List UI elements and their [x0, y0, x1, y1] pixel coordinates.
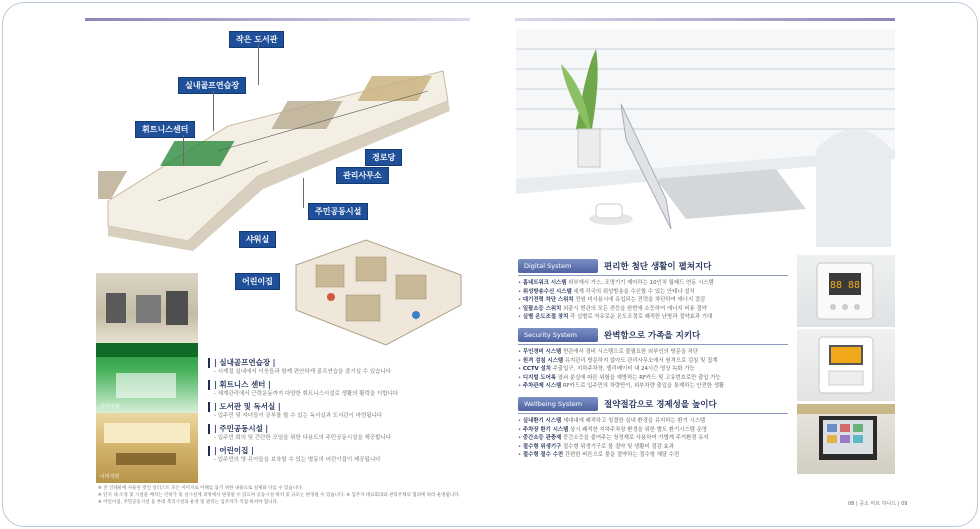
facility-desc: - 시계절 실내에서 이웃들과 함께 편안하게 골프연습을 즐기실 수 있습니다 — [214, 369, 392, 375]
system-item-name: 원격 검침 시스템 — [522, 357, 564, 364]
facility-desc: - 입주민 회의 및 간단한 모임을 위한 다용도의 주민공동시설을 제공합니다 — [214, 435, 392, 441]
system-tag: Security System — [518, 328, 598, 342]
system-item: • CCTV 설치 주출입구, 지하주차장, 엘리베이터 내 24시간 영상 녹화 가능 — [518, 366, 695, 373]
photo-caption-3: 이미지컷 — [100, 474, 120, 480]
system-item: • 실내환기 시스템 세대내에 쾌적하고 청결한 실내 환경을 유지하는 환기 시스템 — [518, 417, 706, 424]
leader-shared — [303, 178, 304, 208]
brochure-spread — [2, 2, 978, 527]
system-item-name: 실내환기 시스템 — [522, 417, 562, 424]
system-item-desc: 간편한 버튼으로 물을 절약하는 절수형 체달 수전 — [563, 452, 680, 459]
system-item-desc: 세계 각국의 위성방송을 수신할 수 있는 안테나 설치 — [571, 288, 695, 295]
system-item-name: 대기전력 차단 스위치 — [522, 297, 574, 304]
left-top-rule — [85, 18, 470, 21]
system-item-name: 홈네트워크 시스템 — [522, 280, 567, 286]
system-title: 절약절감으로 경제성을 높이다 — [604, 399, 717, 410]
system-item-name: 일괄소등 스위치 — [522, 305, 562, 312]
callout-golf: 실내골프연습장 — [178, 77, 246, 94]
system-item-name: 절수형 절수 수전 — [522, 452, 564, 459]
callout-kids: 어린이집 — [235, 273, 280, 290]
system-item-name: 주차장 환기 시스템 — [522, 426, 569, 433]
photo-fitness-center — [96, 343, 198, 413]
system-item: • 원격 검침 시스템 유지관리 방문하지 않아도 관리사무소에서 원격으로 검침 및 집계 — [518, 357, 718, 364]
system-item: • 대기전력 차단 스위치 전원 미사용시에 유입되는 전력을 차단하여 에너지 절감 — [518, 297, 706, 304]
system-item-name: CCTV 설치 — [522, 366, 551, 373]
system-block-wellbeing — [518, 397, 788, 460]
system-item: • 홈네트워크 시스템 외부에서 가스, 조명기기 제어하는 10인치 월패드 연동 시스템 — [518, 280, 714, 286]
system-tag: Digital System — [518, 259, 598, 273]
thermostat-display: 88 88 — [829, 280, 861, 291]
system-item-desc: 외부에서 가스, 조명기기 제어하는 10인치 월패드 연동 시스템 — [566, 280, 714, 286]
system-item: • 일괄소등 스위치 외출시 현관의 모든 전등을 한번에 소등하여 에너지 비용 절약 — [518, 305, 707, 312]
facility-title: | 휘트니스 센터 | — [208, 380, 458, 390]
systems-section — [518, 253, 788, 460]
facility-item — [208, 446, 458, 464]
photo-thermostat — [797, 255, 895, 327]
callout-office: 관리사무소 — [336, 167, 389, 184]
photo-library — [96, 413, 198, 483]
system-item: • 주차장 환기 시스템 상시 쾌적한 지하주차장 환경을 위한 별도 환기시스템 운영 — [518, 426, 708, 433]
footnote-3: ※ 어린이집, 주민공동시설 등 부대 복리시설의 운영 및 관리는 입주자가 직접 하셔야 합니다. — [98, 500, 279, 505]
system-item: • 위성방송수신 시스템 세계 각국의 위성방송을 수신할 수 있는 안테나 설치 — [518, 288, 695, 295]
hero-workspace-photo — [516, 29, 895, 247]
system-item-desc: 절수형 위생기구로 물 절약 및 생활비 절감 효과 — [561, 443, 674, 450]
system-item-desc: RF카드로 입주민의 차량만이, 외부차량 출입을 통제하는 안전한 생활 — [561, 383, 725, 390]
system-item-name: 디지털 도어록 — [522, 374, 557, 381]
system-item-desc: 각 실별로 자유로운 온도조절로 쾌적한 난방과 절약효과 기대 — [568, 314, 713, 321]
facility-title: | 주민공동시설 | — [208, 424, 458, 434]
daycare-plan — [286, 235, 466, 350]
system-item: • 중간소등 관충제 중간소등을 줄여주는 청정재로 사용하여 가볍게 주거환경 유지 — [518, 435, 709, 442]
system-title: 편리한 첨단 생활이 펼쳐지다 — [604, 262, 712, 272]
system-item-desc: 열쇠 분실에 따른 위험을 예방하는 RF카드 및 고유번호로만 출입 가능 — [556, 374, 721, 381]
system-block-digital — [518, 259, 788, 322]
facility-list — [208, 358, 458, 468]
system-item-desc: 유지관리 방문하지 않아도 관리사무소에서 원격으로 검침 및 집계 — [563, 357, 718, 364]
facility-item — [208, 380, 458, 398]
community-floor-plan — [98, 31, 458, 251]
system-item-name: 실별 온도조절 장치 — [522, 314, 569, 321]
system-item-desc: 외출시 현관의 모든 전등을 한번에 소등하여 에너지 비용 절약 — [561, 305, 707, 312]
system-item-desc: 상시 쾌적한 지하주차장 환경을 위한 별도 환기시스템 운영 — [568, 426, 708, 433]
facility-desc: - 입주민 및 자녀들이 공부를 할 수 있는 독서실과 도서관이 마련됩니다 — [214, 413, 383, 419]
divider — [518, 413, 788, 414]
leader-fitness — [183, 135, 184, 165]
callout-shower: 샤워실 — [239, 231, 276, 248]
callout-library: 작은 도서관 — [229, 31, 284, 48]
leader-golf — [213, 91, 214, 131]
system-header — [518, 259, 788, 273]
system-item: • 실별 온도조절 장치 각 실별로 자유로운 온도조절로 쾌적한 난방과 절약효과 기대 — [518, 314, 713, 321]
photo-kitchen-tv — [797, 404, 895, 474]
system-item: • 절수형 절수 수전 간편한 버튼으로 물을 절약하는 절수형 체달 수전 — [518, 452, 680, 459]
system-item-desc: 중간소등을 줄여주는 청정재로 사용하여 가볍게 주거환경 유지 — [561, 435, 709, 442]
divider — [518, 344, 788, 345]
footnote-1: ※ 본 인쇄물에 사용된 컷인 일러스트 모든 이미지로 이해를 돕기 위한 내용으로 실제와 다를 수 있습니다. — [98, 486, 303, 491]
system-item: • 디지털 도어록 열쇠 분실에 따른 위험을 예방하는 RF카드 및 고유번호로만 출입 가능 — [518, 374, 721, 381]
system-item-desc: 세대내에 쾌적하고 청결한 실내 환경을 유지하는 환기 시스템 — [561, 417, 706, 424]
system-item: • 절수형 위생기구 절수형 위생기구로 물 절약 및 생활비 절감 효과 — [518, 443, 674, 450]
callout-shared: 주민공동시설 — [308, 203, 368, 220]
facility-title: | 어린이집 | — [208, 446, 458, 456]
system-title: 완벽함으로 가족을 지키다 — [604, 330, 701, 341]
footnote-2: ※ 단지 내 조경 및 시설물 배치는 인허가 및 실시설계 과정에서 변경될 수 있으며 공동시설 위치 및 규모는 변경될 수 있습니다. ※ 입주자 대표회의와 관리주체의 협의에 따라 운영됩니다. — [98, 493, 461, 498]
photo-light-control — [797, 329, 895, 401]
system-item-desc: 주출입구, 지하주차장, 엘리베이터 내 24시간 영상 녹화 가능 — [550, 366, 695, 373]
leader-library — [258, 45, 259, 85]
facility-title: | 도서관 및 독서실 | — [208, 402, 458, 412]
divider — [518, 275, 788, 276]
facility-item — [208, 424, 458, 442]
right-top-rule — [515, 18, 895, 21]
photo-golf-range — [96, 273, 198, 343]
system-item-name: 위성방송수신 시스템 — [522, 288, 572, 295]
system-tag: Wellbeing System — [518, 397, 598, 411]
callout-garden: 경로당 — [365, 149, 402, 166]
page-numbers: 08 | 중소 마르 하나드 | 09 — [848, 501, 908, 507]
system-header — [518, 397, 788, 411]
system-block-security — [518, 328, 788, 391]
facility-item — [208, 402, 458, 420]
system-item-name: 무인경비 시스템 — [522, 348, 562, 355]
system-item: • 주차관제 시스템 RF카드로 입주민의 차량만이, 외부차량 출입을 통제하는 안전한 생활 — [518, 383, 725, 390]
system-header — [518, 328, 788, 342]
facility-item — [208, 358, 458, 376]
system-item-name: 절수형 위생기구 — [522, 443, 562, 450]
system-item-desc: 현관에서 경비 시스템으로 불필요한 외부인의 방문을 차단 — [561, 348, 699, 355]
system-item-desc: 전원 미사용시에 유입되는 전력을 차단하여 에너지 절감 — [573, 297, 706, 304]
facility-title: | 실내골프연습장 | — [208, 358, 458, 368]
facility-desc: - 입주민의 영·유아들을 보육할 수 있는 별동의 어린이집이 제공됩니다 — [214, 457, 381, 463]
system-item-name: 주차관제 시스템 — [522, 383, 562, 390]
system-item-name: 중간소등 관충제 — [522, 435, 562, 442]
callout-fitness: 휘트니스센터 — [135, 121, 195, 138]
photo-caption-2: 이미지컷 — [100, 404, 120, 410]
facility-desc: - 체계관리에서 근력운동까지 다양한 휘트니스시설로 생활의 활력을 더합니다 — [214, 391, 399, 397]
system-item: • 무인경비 시스템 현관에서 경비 시스템으로 불필요한 외부인의 방문을 차단 — [518, 348, 699, 355]
